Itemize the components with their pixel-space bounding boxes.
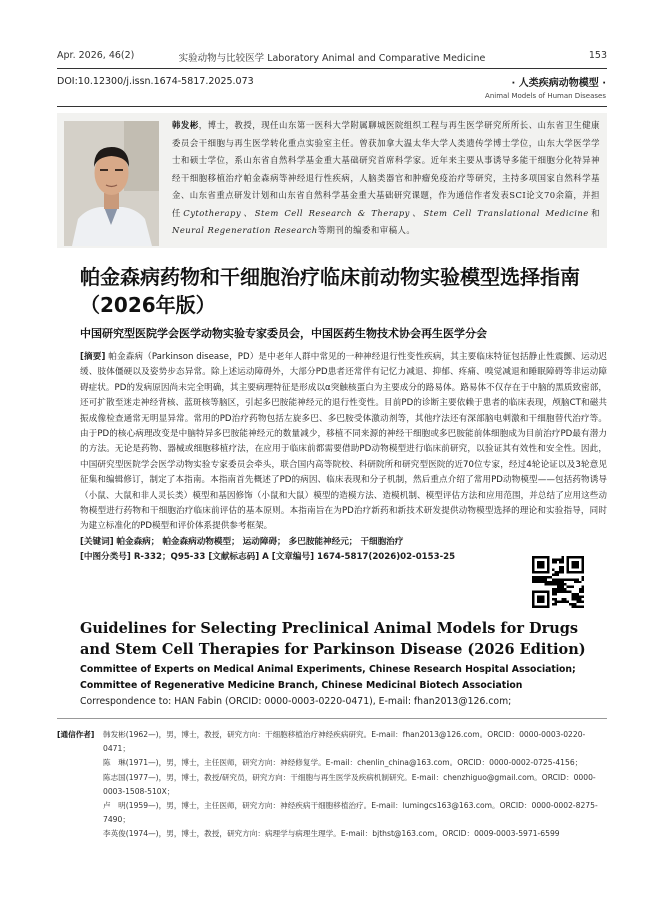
column-subtitle: Animal Models of Human Diseases (485, 92, 606, 100)
footnote-entry: 李英俊(1974—)，男，博士，教授，研究方向：病理学与病理生理学。E-mail：bjthst@163.com。ORCID：0009-0003-5971-6599 (103, 829, 560, 839)
organization-en-line-2: Committee of Regenerative Medicine Branch, Chinese Medicinal Biotech Association (80, 680, 523, 691)
header-rule (57, 68, 607, 69)
footnote-entry: 陈志国(1977—)，男，博士，教授/研究员，研究方向：干细胞与再生医学及疾病机制研究。E-mail：chenzhiguo@gmail.com。ORCID：0000-0003-1508-510X； (103, 772, 596, 796)
abstract-label: [摘要] (80, 352, 106, 362)
correspondence: Correspondence to: HAN Fabin (ORCID: 0000-0003-0220-0471), E-mail: fhan2013@126.com; (80, 696, 512, 707)
classification-line: [中图分类号] R-332；Q95-33 [文献标志码] A [文章编号] 1674-5817(2026)02-0153-25 (80, 552, 456, 563)
bio-journal-last: Neural Regeneration Research (172, 225, 318, 235)
keywords-label: [关键词] (80, 536, 114, 547)
keywords: 帕金森病； 帕金森病动物模型； 运动障碍； 多巴胺能神经元； 干细胞治疗 (116, 536, 404, 547)
doi[interactable]: DOI:10.12300/j.issn.1674-5817.2025.073 (57, 76, 254, 87)
organization-en (80, 662, 607, 694)
author-name: 韩发彬 (172, 120, 199, 130)
running-header (57, 50, 607, 64)
organization-cn: 中国研究型医院学会医学动物实验专家委员会，中国医药生物技术协会再生医学分会 (80, 327, 487, 340)
footnote-entry: 韩发彬(1962—)，男，博士，教授，研究方向：干细胞移植治疗神经疾病研究。E-mail：fhan2013@126.com。ORCID：0000-0003-0220-0471； (103, 730, 586, 754)
journal-name: 实验动物与比较医学 Laboratory Animal and Comparative Medicine (178, 53, 486, 64)
bio-text-a: ，博士，教授，现任山东第一医科大学附属聊城医院组织工程与再生医学研究所所长、山东省卫生健康委员会干细胞与再生医学转化重点实验室主任。曾获加拿大温太华大学人类遗传学博士学位，山东大学医学学士和硕士学位，系山东省自然科学基金重大基础研究首席科学家。近年来主要从事诱导多能干细胞分化特异神经干细胞移植治疗帕金森病等神经退行性疾病，人脑类器官和肿瘤免疫治疗等研究，主持多项国家自然科学基金、山东省重点研发计划和山东省自然科学基金重大基础研究课题，作为通信作者发表SCI论文70余篇，并担任 (172, 120, 601, 218)
author-bio-box (57, 113, 607, 248)
organization-en-line-1: Committee of Experts on Medical Animal Experiments, Chinese Research Hospital Association; (80, 664, 576, 675)
footnote-label: [通信作者] (57, 730, 95, 739)
page-number: 153 (588, 50, 607, 61)
article-title-cn: 帕金森病药物和干细胞治疗临床前动物实验模型选择指南（2026年版） (80, 265, 580, 317)
article-title-en: Guidelines for Selecting Preclinical Animal Models for Drugs and Stem Cell Therapies for Parkinson Disease (2026 Edition) (80, 620, 586, 658)
footnote-entry: 卢 明(1959—)，男，博士，主任医师，研究方向：神经疾病干细胞移植治疗。E-mail：lumingcs163@163.com。ORCID：0000-0002-8275-7490； (103, 801, 598, 825)
footnote-entries (103, 728, 606, 842)
footnote-rule (57, 718, 607, 719)
issue-info: Apr. 2026, 46(2) (57, 50, 135, 61)
bio-journals: Cytotherapy、Stem Cell Research & Therapy、Stem Cell Translational Medicine (183, 207, 589, 218)
abstract (80, 350, 607, 566)
bio-text-b: 等期刊的编委和审稿人。 (317, 225, 416, 235)
column-title: · 人类疾病动物模型 · (511, 78, 606, 89)
abstract-text: 帕金森病（Parkinson disease，PD）是中老年人群中常见的一种神经退行性变性疾病，其主要临床特征包括静止性震颤、运动迟缓、肢体僵硬以及姿势步态异常。除上述运动障碍外，大部分PD患者还常伴有记忆力减退、抑郁、疼痛、嗅觉减退和睡眠障碍等非运动障碍症状。PD的发病原因尚未完全明确，其主要病理特征是形成以α突触核蛋白为主要成分的路易体。路易体不仅存在于中脑的黑质致密部，还可扩散至迷走神经背核、蓝斑核等脑区，引起多巴胺能神经元的退行性变性。目前PD的诊断主要依赖于患者的临床表现，颅脑CT和磁共振成像检查通常无明显异常。常用的PD治疗药物包括左旋多巴、多巴胺受体激动剂等，其他疗法还有深部脑电刺激和干细胞替代治疗等。由于PD的核心病理改变是中脑特异多巴胺能神经元的数量减少，移植不同来源的神经干细胞或多巴胺能前体细胞成为目前治疗PD最有潜力的方法。无论是药物、器械或细胞移植疗法，在应用于临床前都需要借助PD动物模型进行临床前研究，以验证其有效性和安全性。因此，中国研究型医院学会医学动物实验专家委员会牵头，联合国内高等院校、科研院所和研究型医院的近70位专家，经过4轮论证以及3轮意见征集和编辑修订，制定了本指南。本指南首先概述了PD的病因、临床表现和分子机制，然后重点介绍了常用PD动物模型——包括药物诱导（小鼠、大鼠和非人灵长类）模型和基因修饰（小鼠和大鼠）模型的造模方法、造模机制、模型评估方法和应用范围，并总结了应用这些动物模型进行药物和干细胞治疗临床前评估的基本原则。本指南旨在为PD治疗新药和新技术研发提供动物模型选择的理论和实验指导，同时为建立标准化的PD模型和评价体系提供参考框架。 (80, 352, 607, 532)
footnote-entry: 陈 琳(1971—)，男，博士，主任医师，研究方向：神经修复学。E-mail：chenlin_china@163.com。ORCID：0000-0002-0725-4156； (103, 758, 583, 768)
bio-text-and: 和 (588, 207, 601, 218)
doi-rule (57, 106, 607, 107)
author-bio (172, 117, 600, 240)
qr-code[interactable] (532, 556, 584, 608)
author-photo (64, 121, 159, 246)
